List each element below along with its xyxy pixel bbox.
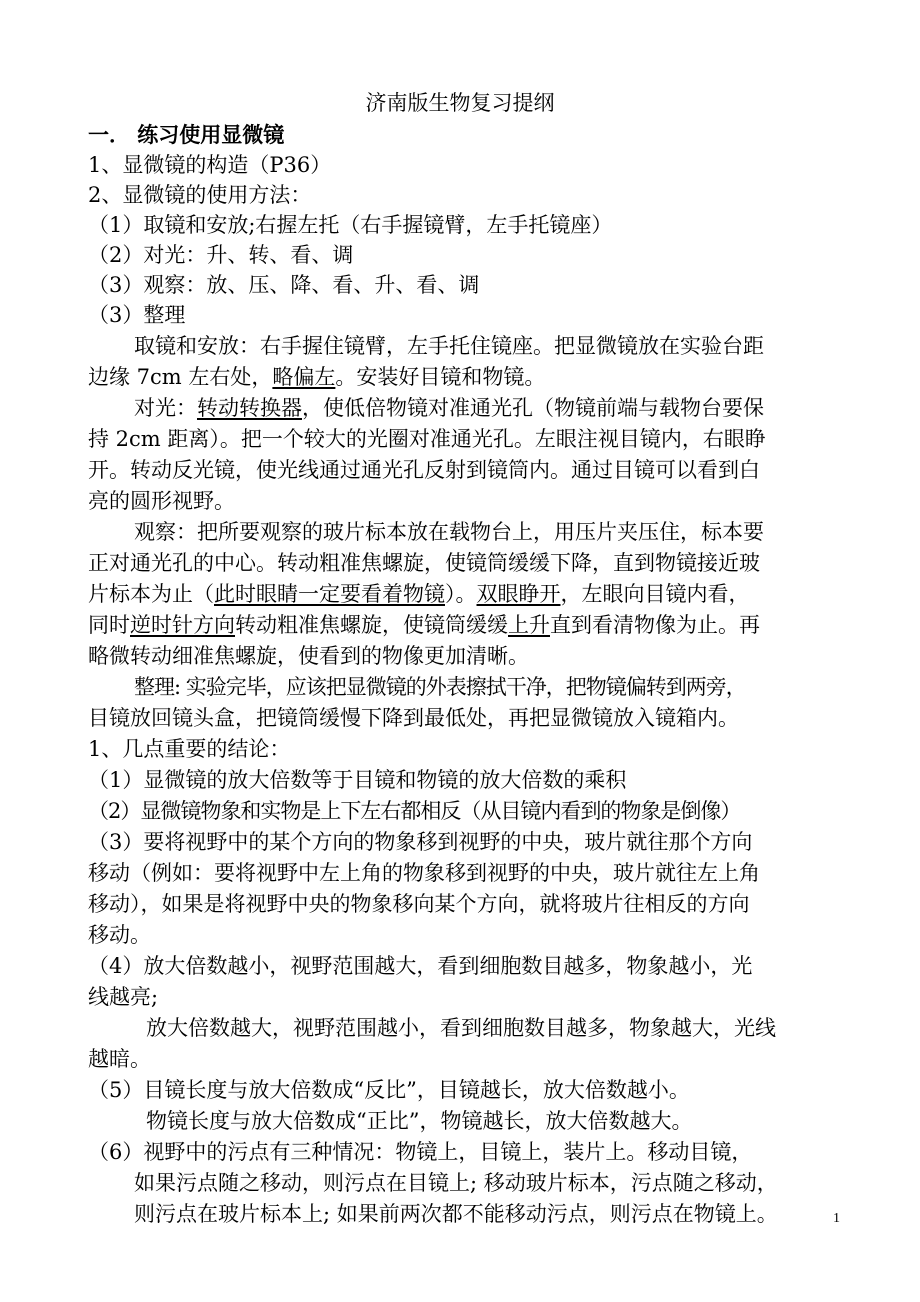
heading-usage: 2、显微镜的使用方法：	[88, 183, 312, 207]
conclusion-4-line-3: 放大倍数越大，视野范围越小，看到细胞数目越多，物象越大，光线	[146, 1016, 776, 1040]
heading-structure: 1、显微镜的构造（P36）	[88, 153, 332, 177]
underlined-text: 逆时针方向	[130, 613, 235, 637]
text-run: 同时	[88, 613, 130, 637]
conclusion-3-line-2: 移动（例如：要将视野中左上角的物象移到视野的中央，玻片就往左上角	[88, 861, 760, 885]
document-title: 济南版生物复习提纲	[365, 91, 555, 115]
para-observe-line-1: 观察：把所要观察的玻片标本放在载物台上，用压片夹压住，标本要	[134, 520, 764, 544]
para-cleanup-line-2: 目镜放回镜头盒，把镜筒缓慢下降到最低处，再把显微镜放入镜箱内。	[88, 706, 739, 730]
conclusion-4-line-1: （4）放大倍数越小，视野范围越大，看到细胞数目越多，物象越小，光	[88, 954, 753, 978]
text-run: 。安装好目镜和物镜。	[335, 365, 546, 389]
para-light-line-3: 开。转动反光镜，使光线通过通光孔反射到镜筒内。通过目镜可以看到白	[88, 458, 760, 482]
conclusion-4-line-2: 线越亮;	[88, 985, 159, 1009]
step-3: （3）观察：放、压、降、看、升、看、调	[88, 273, 480, 297]
conclusion-3-line-1: （3）要将视野中的某个方向的物象移到视野的中央，玻片就往那个方向	[88, 830, 753, 854]
underlined-text: 转动转换器	[197, 396, 302, 420]
para-observe-line-4	[88, 610, 836, 640]
para-light-line-1	[134, 393, 836, 423]
heading-conclusions: 1、几点重要的结论：	[88, 737, 291, 761]
step-4: （3）整理	[88, 303, 186, 327]
underlined-text: 略偏左	[272, 365, 336, 389]
text-run: 片标本为止（	[88, 582, 214, 606]
conclusion-3-line-4: 移动。	[88, 923, 151, 947]
underlined-text: 此时眼睛一定要看着物镜	[214, 582, 445, 606]
step-1: （1）取镜和安放;右握左托（右手握镜臂，左手托镜座）	[88, 213, 613, 237]
conclusion-5-line-1: （5）目镜长度与放大倍数成“反比”，目镜越长，放大倍数越小。	[88, 1078, 690, 1102]
text-run: 直到看清物像为止。再	[550, 613, 760, 637]
text-run: ，使低倍物镜对准通光孔（物镜前端与载物台要保	[302, 396, 764, 420]
para-observe-line-3	[88, 579, 836, 609]
conclusion-2: （2）显微镜物象和实物是上下左右都相反（从目镜内看到的物象是倒像）	[88, 799, 741, 823]
para-setup-line-2	[88, 362, 836, 392]
underlined-text: 上升	[508, 613, 550, 637]
conclusion-1: （1）显微镜的放大倍数等于目镜和物镜的放大倍数的乘积	[88, 768, 627, 792]
text-run: 对光：	[134, 396, 197, 420]
conclusion-5-line-2: 物镜长度与放大倍数成“正比”，物镜越长，放大倍数越大。	[146, 1109, 693, 1133]
para-cleanup-line-1: 整理: 实验完毕，应该把显微镜的外表擦拭干净，把物镜偏转到两旁，	[134, 675, 746, 699]
para-observe-line-5: 略微转动细准焦螺旋，使看到的物像更加清晰。	[88, 644, 529, 668]
section-heading-1: 一． 练习使用显微镜	[88, 122, 285, 147]
conclusion-6-line-1: （6）视野中的污点有三种情况：物镜上，目镜上，装片上。移动目镜，	[88, 1140, 753, 1164]
conclusion-6-line-2: 如果污点随之移动，则污点在目镜上; 移动玻片标本，污点随之移动，	[134, 1171, 778, 1195]
para-observe-line-2: 正对通光孔的中心。转动粗准焦螺旋，使镜筒缓缓下降，直到物镜接近玻	[88, 551, 760, 575]
step-2: （2）对光：升、转、看、调	[88, 243, 354, 267]
text-run: ，左眼向目镜内看，	[560, 582, 750, 606]
conclusion-6-line-3: 则污点在玻片标本上; 如果前两次都不能移动污点，则污点在物镜上。	[134, 1202, 778, 1226]
text-run: 边缘 7cm 左右处，	[88, 365, 273, 389]
para-light-line-2: 持 2cm 距离）。把一个较大的光圈对准通光孔。左眼注视目镜内，右眼睁	[88, 427, 766, 451]
para-setup-line-1: 取镜和安放：右手握住镜臂，左手托住镜座。把显微镜放在实验台距	[134, 334, 764, 358]
underlined-text: 双眼睁开	[476, 582, 561, 606]
text-run: ）。	[445, 582, 477, 606]
text-run: 转动粗准焦螺旋，使镜筒缓缓	[235, 613, 508, 637]
para-light-line-4: 亮的圆形视野。	[88, 489, 235, 513]
conclusion-4-line-4: 越暗。	[88, 1047, 151, 1071]
conclusion-3-line-3: 移动），如果是将视野中央的物象移向某个方向，就将玻片往相反的方向	[88, 892, 750, 916]
page-number: 1	[833, 1211, 840, 1226]
